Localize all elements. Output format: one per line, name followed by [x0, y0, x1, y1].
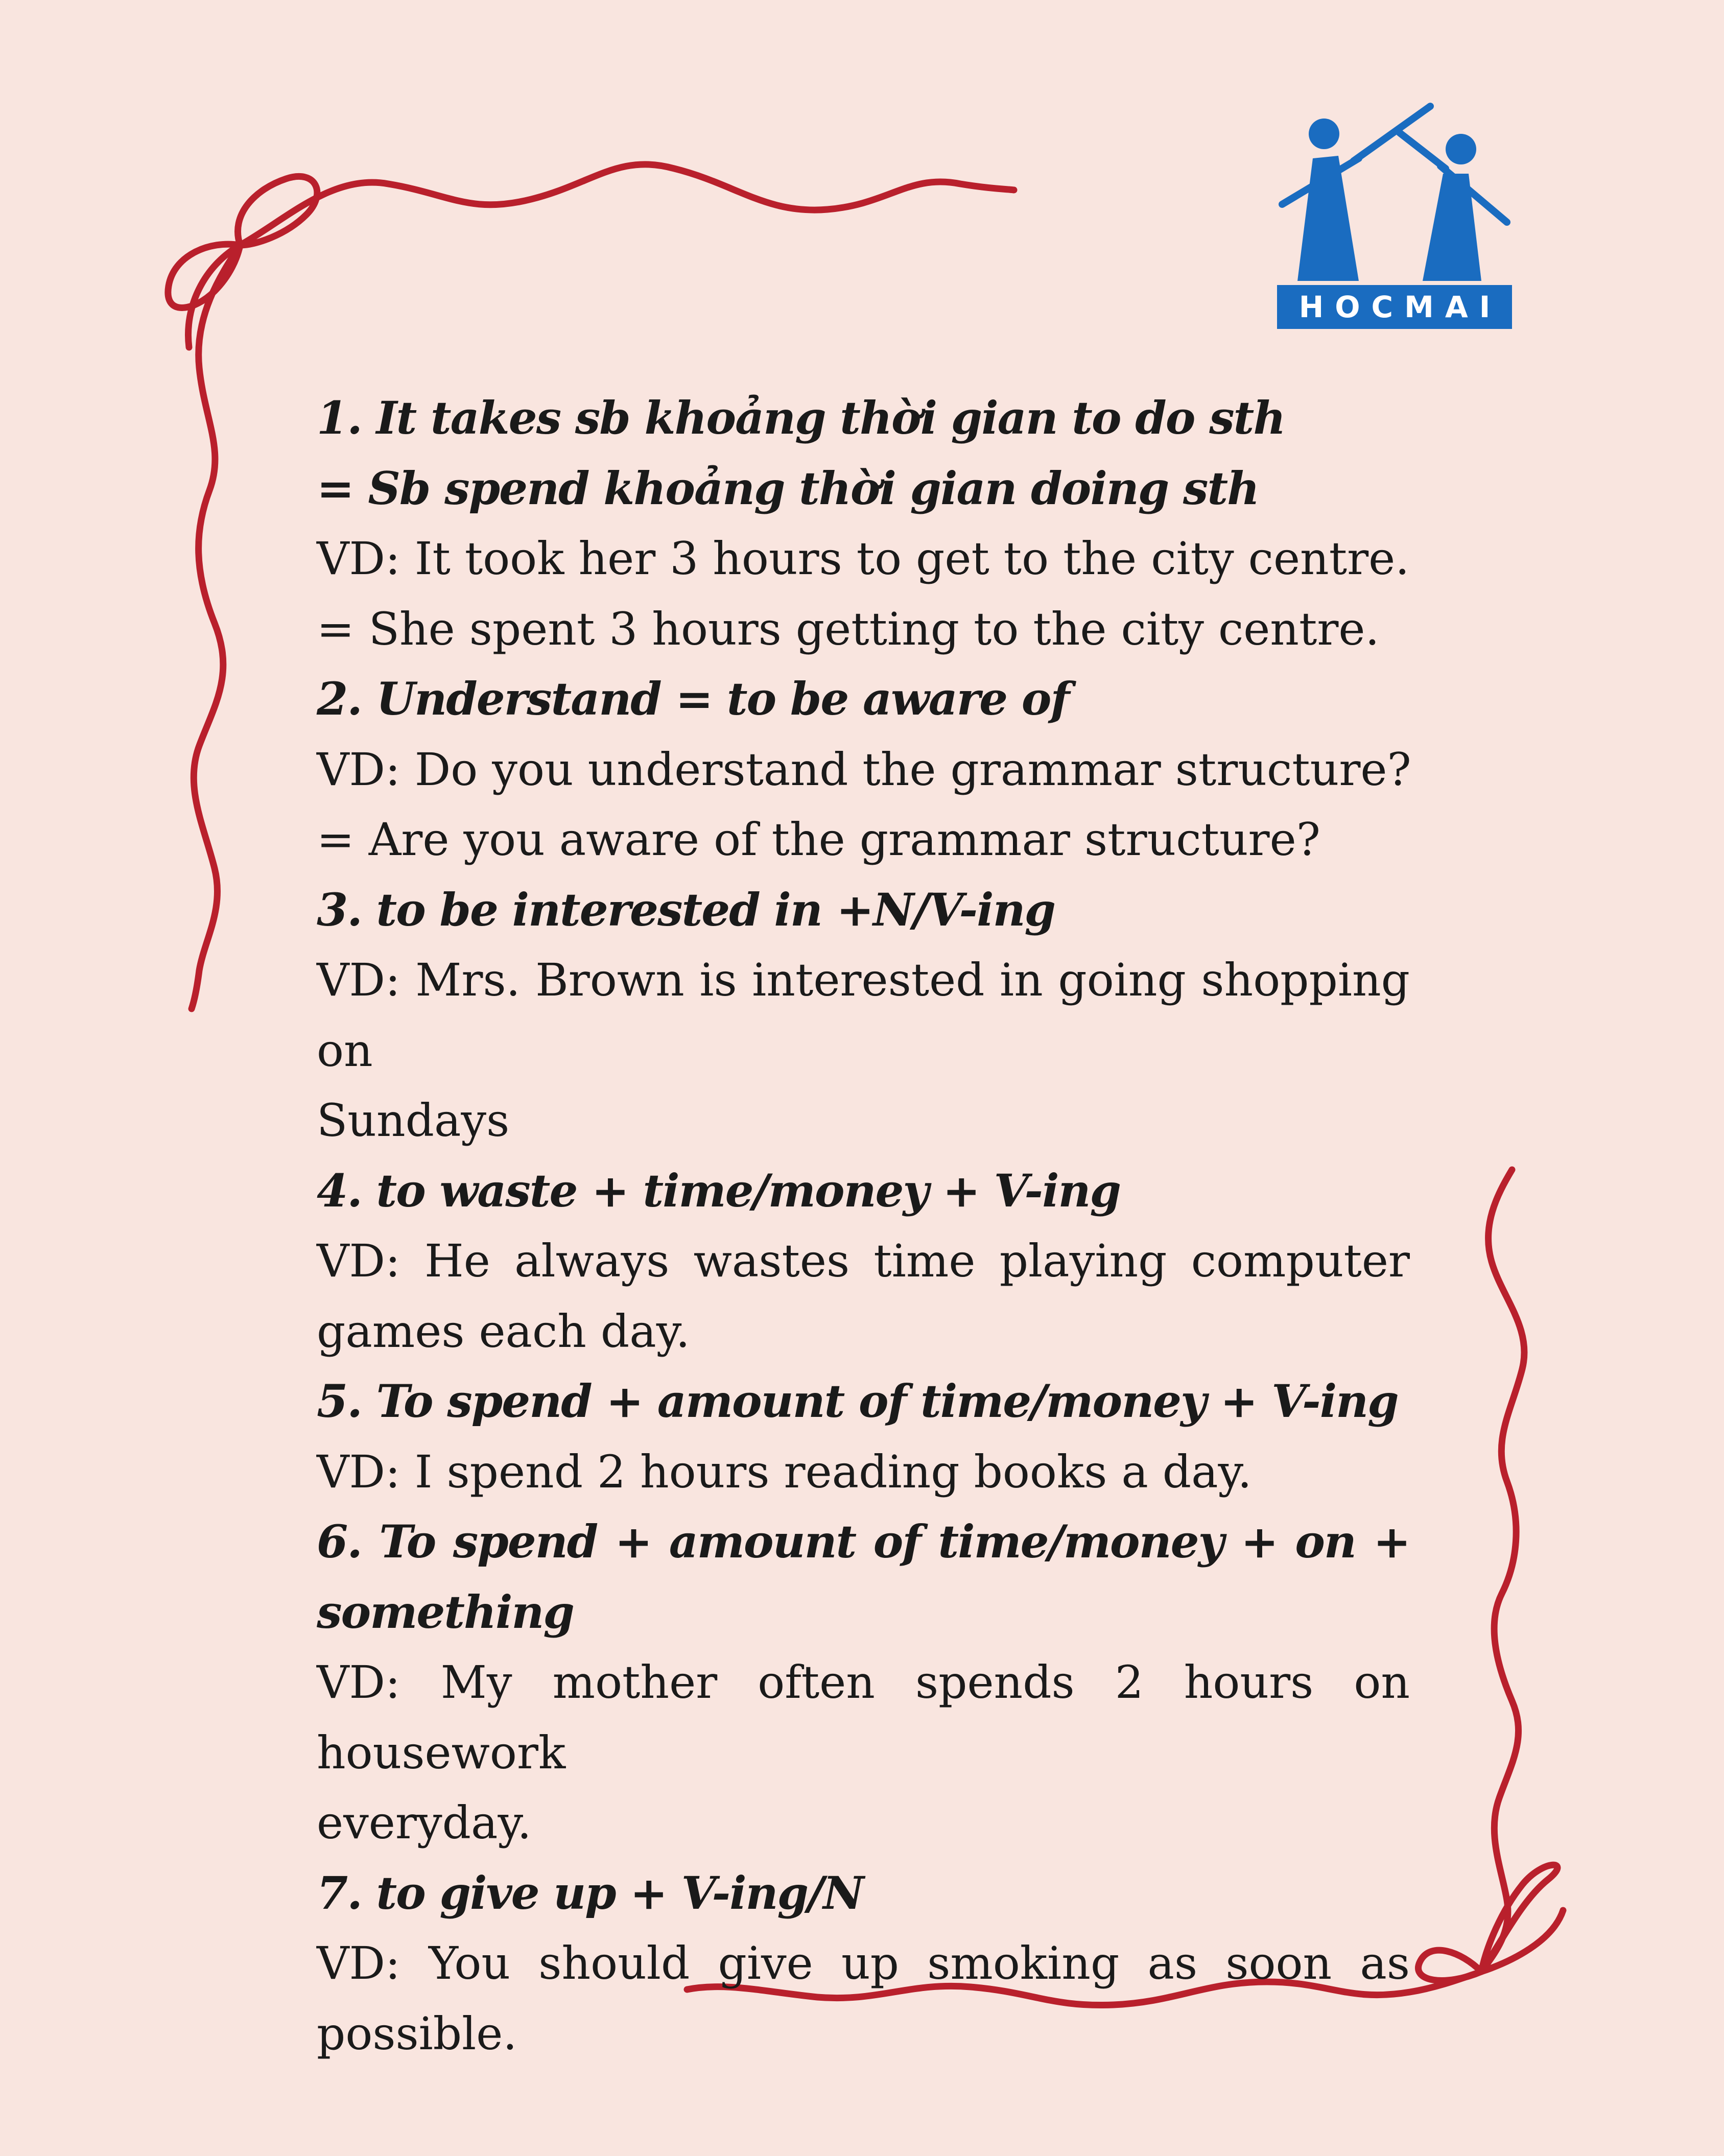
example-line: games each day. — [317, 1305, 690, 1358]
two-people-house-icon — [1277, 102, 1512, 286]
logo-wordmark: HOCMAI — [1277, 285, 1512, 329]
example-line: VD: I spend 2 hours reading books a day. — [317, 1445, 1252, 1498]
heading-1-equivalent: = Sb spend khoảng thời gian doing sth — [317, 461, 1259, 515]
example-line: = Are you aware of the grammar structure? — [317, 813, 1320, 866]
heading-7: 7. to give up + V-ing/N — [317, 1866, 863, 1920]
ribbon-top-line — [240, 164, 1014, 245]
example-line: everyday. — [317, 1796, 532, 1849]
heading-2: 2. Understand = to be aware of — [317, 672, 1069, 725]
grammar-notes — [317, 383, 1410, 2069]
example-line: = She spent 3 hours getting to the city centre. — [317, 602, 1380, 655]
example-line: VD: My mother often spends 2 hours on housework — [317, 1656, 1410, 1779]
heading-6-continued: something — [317, 1585, 574, 1639]
ribbon-bow-icon — [238, 176, 317, 245]
example-line: VD: It took her 3 hours to get to the city centre. — [317, 532, 1410, 585]
example-line: VD: You should give up smoking as soon as — [317, 1937, 1410, 1989]
heading-5: 5. To spend + amount of time/money + V-ing — [317, 1375, 1398, 1428]
hocmai-logo — [1277, 102, 1512, 332]
example-line: VD: Mrs. Brown is interested in going shopping on — [317, 954, 1410, 1077]
heading-1: 1. It takes sb khoảng thời gian to do sth — [317, 391, 1285, 444]
example-line: Sundays — [317, 1094, 510, 1147]
heading-4: 4. to waste + time/money + V-ing — [317, 1164, 1121, 1217]
heading-6: 6. To spend + amount of time/money + on + — [317, 1515, 1410, 1568]
example-line: VD: Do you understand the grammar structure? — [317, 743, 1411, 796]
example-line: VD: He always wastes time playing computer — [317, 1235, 1410, 1287]
example-line: possible. — [317, 2007, 517, 2060]
heading-3: 3. to be interested in +N/V-ing — [317, 883, 1055, 936]
